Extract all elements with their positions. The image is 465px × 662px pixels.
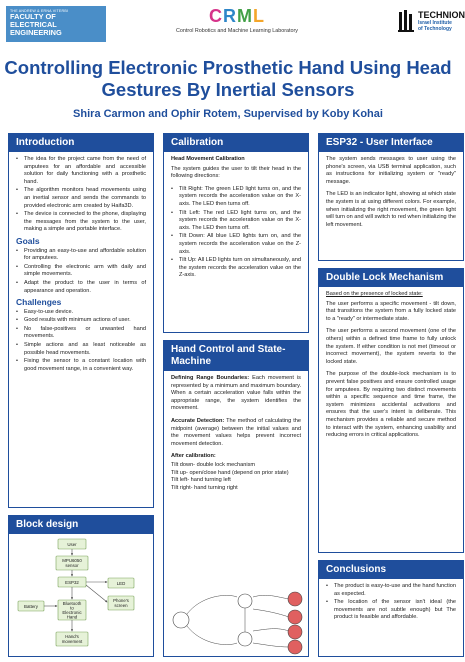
conclusions-heading: Conclusions [319,561,463,579]
block-bluetooth-label-2: to [70,605,74,611]
accurate-detection-label: Accurate Detection: [171,417,225,424]
hand-control-panel [163,340,309,657]
block-bluetooth-label-1: Bluetooth [62,601,82,606]
list-item: • Easy-to-use device. [16,309,146,317]
after-calibration-item: Tilt right- hand turning right [171,484,238,491]
block-sensor-label-1: MPU6050 [62,558,82,563]
calibration-intro: The system guides the user to tilt their head in the following directions: [171,165,301,180]
block-led-label: LED [116,581,126,586]
list-item: • Simple actions and as least noticeable as possible head movements. [16,342,146,357]
after-calibration-heading: After calibration: [171,453,216,460]
list-item: • Tilt Right: The green LED light turns on, and the system records the acceleration value on the X-axis. The LED then turns off. [171,186,301,209]
crml-mark-icon: CRML [209,6,265,26]
double-lock-panel [318,268,464,553]
range-boundaries-text [171,375,301,413]
double-lock-paragraph-3: The purpose of the double-lock mechanism is to prevent false positives and ensure controlled usage for amputees. By requiring two distinct movements within a specific sequence and time frame, the system minimizes accidental activations and ensures that the user's intent is deliberate. This mechanism provides a reliable and secure method to interact with the system, enhancing usability and reducing errors in critical applications. [326,371,456,439]
challenges-list [16,309,146,374]
double-lock-heading: Double Lock Mechanism [319,269,463,287]
block-diagram [16,536,146,654]
state-node [173,612,189,628]
block-phone-label-1: Phone's [113,598,129,603]
faculty-logo [6,6,106,42]
block-battery-label: Battery [24,604,38,609]
calibration-list [171,186,301,280]
goals-heading: Goals [16,235,40,246]
list-item: • Adapt the product to the user in terms of appearance and operation. [16,280,146,295]
state-node [238,594,252,608]
technion-name: TECHNION [418,10,465,20]
list-item: • Tilt Down: All blue LED lights turn on, and the system records the acceleration value on the Z-axis. [171,233,301,256]
double-lock-paragraph-2: The user performs a second movement (one of the others) within a defined time frame to fully unlock the system. If either condition is not met (timeout or incorrect movement), the system reverts to the locked state. [326,328,456,365]
state-node [288,640,302,654]
faculty-logo-small-text: THE ANDREW & ERNA VITERBI [10,9,69,13]
block-hand-label-2: movement [61,639,83,644]
faculty-logo-line3: ENGINEERING [10,28,62,37]
list-item: • Tilt Left: The red LED light turns on, and the system records the acceleration value on the X-axis. The LED then turns off. [171,210,301,233]
calibration-heading: Calibration [164,134,308,152]
calibration-panel [163,133,309,333]
after-calibration-item: Tilt left- hand turning left [171,477,231,484]
technion-tag-line1: Israel Institute [418,20,452,26]
state-machine-diagram [167,585,307,655]
double-lock-lead: Based on the presence of locked state: [326,291,423,297]
block-bluetooth-label-3: Electronic [62,610,82,615]
crml-subtitle: Control Robotics and Machine Learning Laboratory [176,28,298,34]
conclusions-list [326,583,456,622]
challenges-heading: Challenges [16,297,62,308]
list-item: • The device is connected to the phone, displaying the messages from the system to the user, making a simple and portable interface. [16,211,146,234]
after-calibration-item: Tilt up- open/close hand (depend on prior state) [171,469,289,476]
block-hand-label-1: Hand's [65,634,79,639]
technion-logo [398,8,465,42]
esp32-ui-paragraph-2: The LED is an indicator light, showing at which state the system is at using different colors. For example, when initializing the right movement, the green light will turn on and will switch to red when initializing the left movement. [326,191,456,228]
introduction-panel [8,133,154,508]
hand-control-heading: Hand Control and State-Machine [164,341,308,371]
after-calibration-item: Tilt down- double lock mechanism [171,461,256,468]
double-lock-paragraph-1: The user performs a specific movement - tilt down, that transitions the system from a fully locked state to a "ready" or intermediate state. [326,300,456,322]
state-node [238,632,252,646]
block-user-label: User [67,542,77,547]
state-node [288,592,302,606]
range-boundaries-body: Each movement is represented by a minimum and maximum boundary. When a certain acceleration value falls within the appropriate range, the system identifies the movement. [171,375,301,412]
introduction-heading: Introduction [9,134,153,152]
state-node [288,610,302,624]
list-item: • The algorithm monitors head movements using an inertial sensor and sends the commands to provided electronic arm created by Haifa3D. [16,187,146,210]
poster-authors: Shira Carmon and Ophir Rotem, Supervised by Koby Kohai [73,108,383,120]
list-item: • Tilt Up: All LED lights turn on simultaneously, and the system records the acceleration value on the Z-axis. [171,257,301,280]
list-item: • Providing an easy-to-use and affordable solution for amputees. [16,248,146,263]
calibration-subheading: Head Movement Calibration [171,156,245,162]
faculty-logo-line2: ELECTRICAL [10,20,57,29]
accurate-detection-body: The method of calculating the midpoint (average) between the initial values and the movement values helps prevent incorrect movement detection. [171,417,301,447]
range-boundaries-label: Defining Range Boundaries: [171,375,250,381]
goals-list [16,248,146,296]
list-item: • Good results with minimum actions of user. [16,317,146,325]
list-item: • Fixing the sensor to a constant location with good movement range, in a convenient way. [16,358,146,373]
technion-emblem-icon [398,10,416,32]
block-phone-label-2: screen [114,603,128,608]
block-sensor-label-2: sensor [65,563,79,568]
list-item: • The idea for the project came from the need of amputees for an affordable and accessible solution for daily functioning with a prosthetic hand. [16,156,146,186]
conclusions-panel [318,560,464,657]
esp32-ui-heading: ESP32 - User Interface [319,134,463,152]
block-esp32-label: ESP32 [65,580,79,585]
block-design-panel [8,515,154,657]
block-design-heading: Block design [9,516,153,534]
introduction-list [16,156,146,234]
list-item: • Controlling the electronic arm with daily and simple movements. [16,264,146,279]
list-item: • No false-positives or unwanted hand movements. [16,326,146,341]
state-node [288,625,302,639]
list-item: • The location of the sensor isn't ideal (the movements are not subtle enough) but The product is feasible and affordable. [326,599,456,622]
poster-header [0,0,465,52]
esp32-ui-paragraph-1: The system sends messages to user using the phone's screen, via USB terminal application, such as instructions for initializing system or "ready" message. [326,156,456,185]
esp32-ui-panel [318,133,464,261]
poster-title: Controlling Electronic Prosthetic Hand Using Head Gestures By Inertial Sensors [4,57,452,100]
accurate-detection-text [171,418,301,448]
crml-logo [152,6,322,42]
list-item: • The product is easy-to-use and the hand function as expected. [326,583,456,598]
technion-tag-line2: of Technology [418,26,452,32]
block-bluetooth-label-4: Hand [66,614,78,620]
faculty-logo-line1: FACULTY OF [10,12,56,21]
